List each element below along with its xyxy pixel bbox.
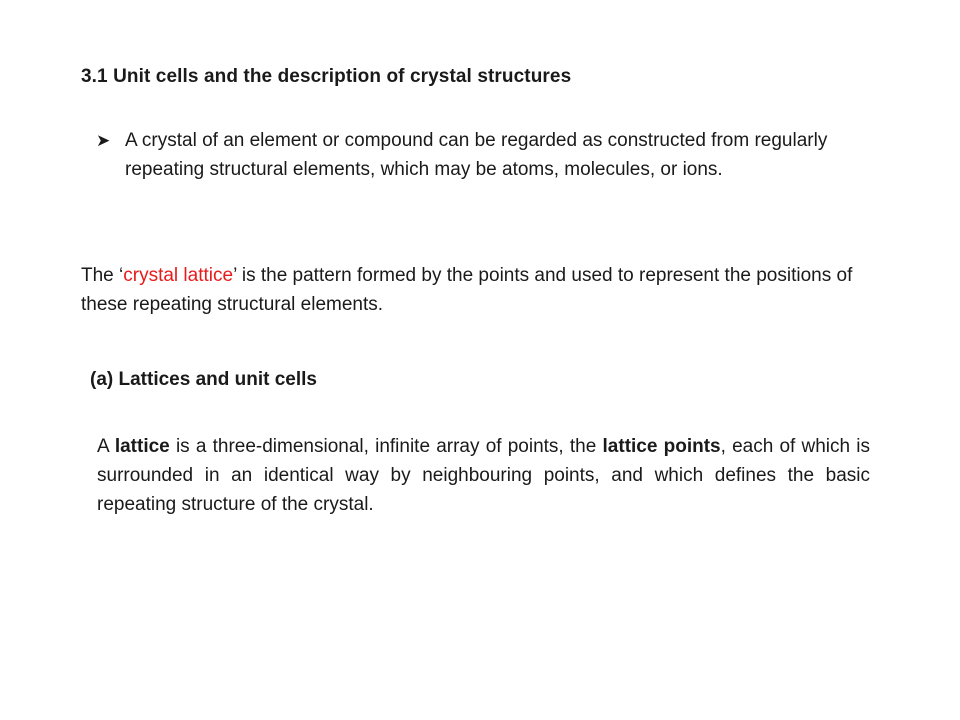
highlighted-term: crystal lattice bbox=[123, 265, 234, 286]
term-lattice: lattice bbox=[114, 436, 170, 457]
slide-title: 3.1 Unit cells and the description of crystal structures bbox=[81, 66, 572, 87]
lattice-definition bbox=[97, 432, 870, 519]
section-subheading: (a) Lattices and unit cells bbox=[90, 369, 317, 390]
arrowhead-bullet-icon: ➤ bbox=[96, 131, 111, 150]
term-lattice-points: lattice points bbox=[602, 436, 721, 457]
bullet-item bbox=[96, 126, 871, 184]
paragraph-suffix: ’ is the pattern formed by the points and used to represent the positions of these repeating structural elements. bbox=[81, 265, 853, 315]
paragraph-prefix: The ‘ bbox=[81, 265, 124, 286]
bullet-text: A crystal of an element or compound can be regarded as constructed from regularly repeating structural elements, which may be atoms, molecules, or ions. bbox=[125, 130, 828, 180]
crystal-lattice-paragraph bbox=[81, 261, 881, 319]
definition-text-1: A bbox=[97, 436, 115, 457]
definition-text-3: , each of which is surrounded in an identical way by neighbouring points, and which defines the basic repeating structure of the crystal. bbox=[97, 436, 870, 515]
definition-text-2: is a three-dimensional, infinite array of points, the bbox=[169, 436, 603, 457]
